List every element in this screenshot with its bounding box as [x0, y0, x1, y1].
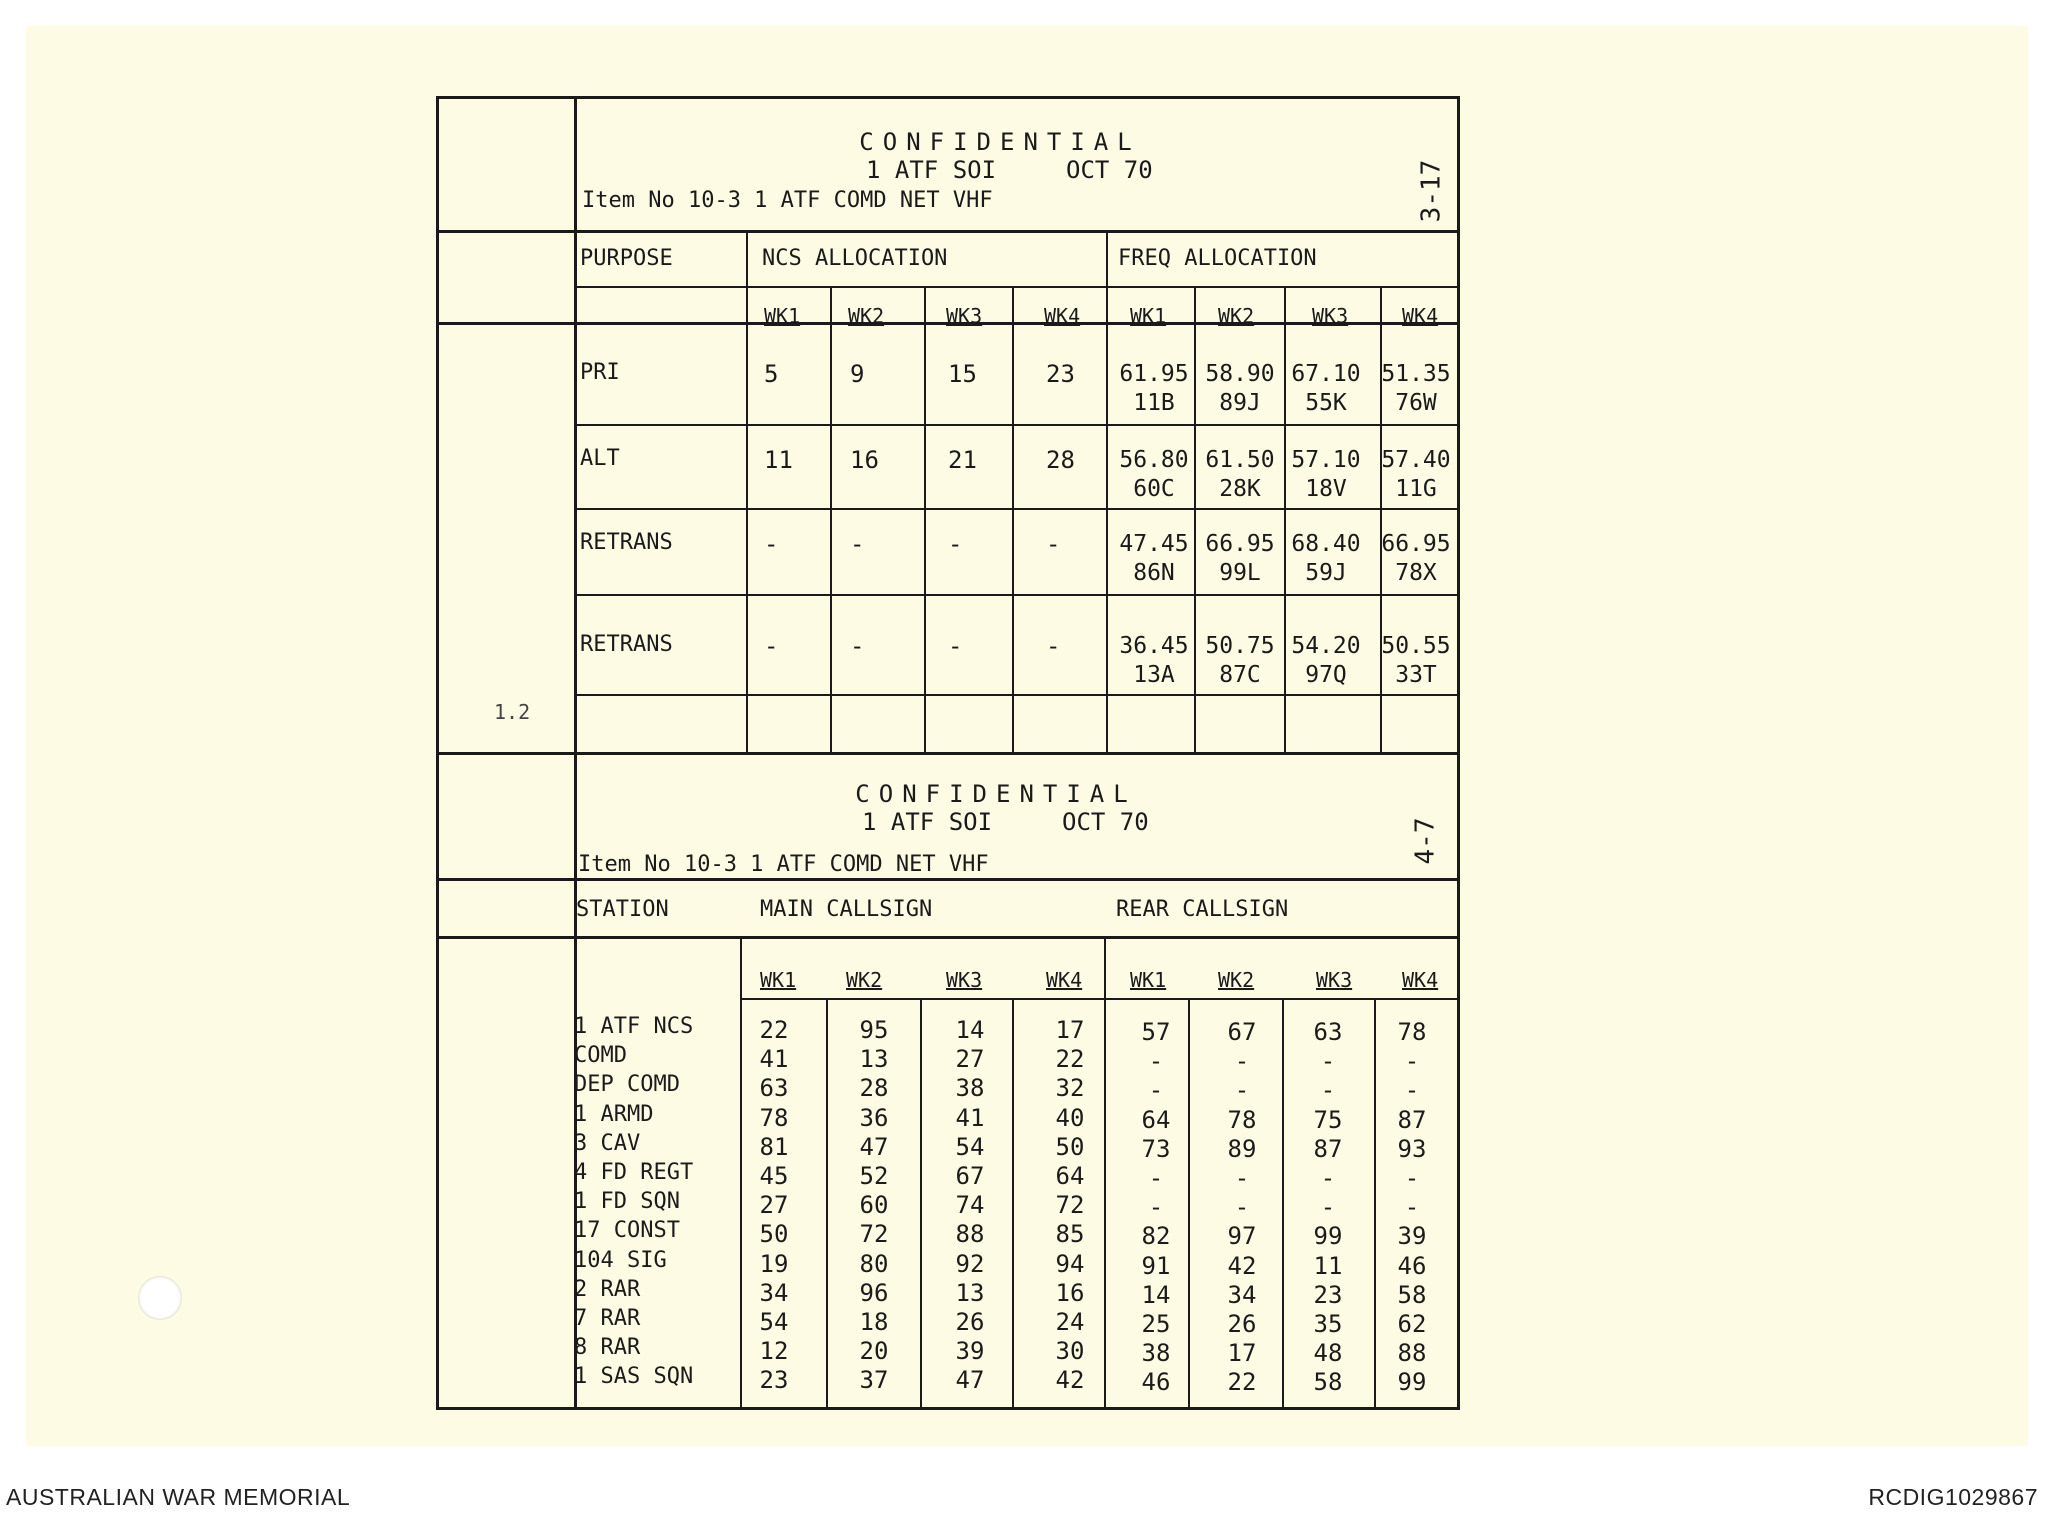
- bottom-classification: CONFIDENTIAL: [855, 780, 1137, 808]
- freq-cell: [1198, 360, 1282, 418]
- main-callsign-cell: 23: [759, 1366, 789, 1395]
- main-callsign-cell: 36: [859, 1103, 889, 1132]
- station-name: 2 RAR: [574, 1276, 641, 1302]
- main-callsign-cell: 38: [955, 1074, 985, 1103]
- rear-callsign-cell: 99: [1313, 1222, 1343, 1251]
- channel-code: 11B: [1133, 390, 1175, 416]
- main-callsign-cell: 42: [1055, 1366, 1085, 1395]
- week-header: WK3: [1316, 968, 1353, 992]
- freq-cell: [1112, 632, 1196, 690]
- frequency-value: 56.80: [1119, 447, 1189, 473]
- main-callsign-cell: 27: [955, 1045, 985, 1074]
- grid-line: [574, 286, 1460, 288]
- main-callsign-cell: 85: [1055, 1220, 1085, 1249]
- station-name: 3 CAV: [574, 1130, 641, 1156]
- margin-mark: 1.2: [494, 700, 531, 724]
- top-page-number: 3-17: [1416, 159, 1447, 223]
- channel-code: 59J: [1305, 560, 1347, 586]
- rear-callsign-cell: 99: [1397, 1368, 1427, 1397]
- main-callsign-cell: 27: [759, 1191, 789, 1220]
- rear-callsign-cell: 58: [1313, 1368, 1343, 1397]
- main-callsign-cell: 72: [859, 1220, 889, 1249]
- rear-callsign-cell: 46: [1141, 1368, 1171, 1397]
- top-soi: 1 ATF SOI: [866, 156, 997, 184]
- main-callsign-cell: 52: [859, 1162, 889, 1190]
- rear-callsign-cell: -: [1320, 1047, 1336, 1076]
- ncs-cell: -: [1046, 632, 1061, 660]
- grid-line: [1282, 998, 1284, 1410]
- channel-code: 11G: [1395, 476, 1437, 502]
- rear-callsign-cell: 11: [1313, 1251, 1343, 1280]
- rear-callsign-cell: 46: [1397, 1251, 1427, 1280]
- purpose-cell: RETRANS: [580, 632, 673, 657]
- channel-code: 99L: [1219, 560, 1261, 586]
- main-callsign-cell: 54: [955, 1132, 985, 1161]
- ncs-cell: 28: [1046, 446, 1075, 474]
- main-callsign-cell: 16: [1055, 1278, 1085, 1307]
- main-callsign-cell: 37: [859, 1366, 889, 1395]
- rear-callsign-cell: 26: [1227, 1310, 1257, 1338]
- main-callsign-cell: 39: [955, 1337, 985, 1366]
- rear-callsign-cell: 58: [1397, 1280, 1427, 1309]
- rear-callsign-cell: 42: [1227, 1251, 1257, 1280]
- rear-callsign-cell: 89: [1227, 1134, 1257, 1163]
- rear-callsign-cell: 23: [1313, 1280, 1343, 1309]
- station-name: 7 RAR: [574, 1306, 641, 1331]
- grid-line: [1106, 230, 1108, 752]
- ncs-cell: -: [850, 530, 865, 558]
- week-header: WK4: [1402, 968, 1439, 992]
- bottom-soi: 1 ATF SOI: [862, 808, 993, 836]
- main-callsign-cell: 41: [759, 1045, 789, 1074]
- punch-hole: [138, 1276, 182, 1320]
- ncs-cell: -: [948, 530, 963, 558]
- station-name: 1 SAS SQN: [574, 1364, 694, 1390]
- rear-callsign-cell: 17: [1227, 1339, 1257, 1368]
- main-callsign-cell: 47: [955, 1366, 985, 1395]
- rear-callsign-cell: -: [1320, 1076, 1336, 1105]
- rear-callsign-cell: -: [1148, 1076, 1164, 1105]
- top-item-title: Item No 10-3 1 ATF COMD NET VHF: [582, 188, 993, 213]
- week-header: WK4: [1402, 304, 1439, 328]
- freq-cell: [1198, 530, 1282, 588]
- frequency-value: 58.90: [1205, 361, 1275, 387]
- grid-line: [1188, 998, 1190, 1410]
- rear-callsign-cell: -: [1234, 1047, 1250, 1076]
- ncs-cell: 5: [764, 360, 779, 388]
- main-callsign-cell: 34: [759, 1278, 789, 1307]
- channel-code: 33T: [1395, 662, 1437, 688]
- grid-line: [826, 998, 828, 1410]
- grid-line: [1012, 286, 1014, 752]
- rear-callsign-cell: -: [1148, 1164, 1164, 1192]
- rear-callsign-cell: 87: [1397, 1105, 1427, 1134]
- ncs-cell: 16: [850, 446, 879, 474]
- main-callsign-cell: 78: [759, 1103, 789, 1132]
- rear-callsign-cell: 63: [1313, 1018, 1343, 1046]
- main-callsign-cell: 22: [759, 1016, 789, 1044]
- channel-code: 78X: [1395, 560, 1437, 586]
- main-callsign-cell: 50: [759, 1220, 789, 1249]
- rear-callsign-cell: -: [1404, 1076, 1420, 1105]
- rear-callsign-cell: 75: [1313, 1105, 1343, 1134]
- rear-callsign-cell: 93: [1397, 1134, 1427, 1163]
- grid-line: [920, 998, 922, 1410]
- rear-callsign-cell: 64: [1141, 1105, 1171, 1134]
- main-callsign-cell: 81: [759, 1132, 789, 1161]
- main-callsign-cell: 24: [1055, 1308, 1085, 1336]
- main-callsign-cell: 63: [759, 1074, 789, 1103]
- main-callsign-cell: 18: [859, 1308, 889, 1336]
- ncs-cell: 9: [850, 360, 865, 388]
- main-callsign-cell: 80: [859, 1249, 889, 1278]
- grid-line: [436, 936, 1460, 939]
- rear-callsign-header: REAR CALLSIGN: [1116, 897, 1289, 922]
- ncs-cell: -: [764, 632, 779, 660]
- rear-callsign-cell: -: [1404, 1164, 1420, 1192]
- channel-code: 18V: [1305, 476, 1347, 502]
- main-callsign-cell: 72: [1055, 1191, 1085, 1220]
- main-callsign-cell: 88: [955, 1220, 985, 1249]
- grid-line: [740, 998, 1460, 1000]
- week-header: WK1: [760, 968, 797, 992]
- rear-callsign-cell: 73: [1141, 1134, 1171, 1163]
- week-header: WK3: [946, 968, 983, 992]
- rear-callsign-cell: -: [1404, 1193, 1420, 1222]
- station-name: DEP COMD: [574, 1072, 680, 1098]
- main-callsign-cell: 12: [759, 1337, 789, 1366]
- week-header: WK4: [1046, 968, 1083, 992]
- rear-callsign-cell: 62: [1397, 1310, 1427, 1338]
- frequency-value: 67.10: [1291, 361, 1361, 387]
- frequency-value: 50.75: [1205, 633, 1275, 659]
- rear-callsign-cell: 87: [1313, 1134, 1343, 1163]
- main-callsign-cell: 64: [1055, 1162, 1085, 1190]
- rear-callsign-cell: 78: [1397, 1018, 1427, 1046]
- rear-callsign-cell: 67: [1227, 1018, 1257, 1046]
- main-callsign-cell: 95: [859, 1016, 889, 1044]
- freq-cell: [1374, 632, 1458, 690]
- channel-code: 97Q: [1305, 662, 1347, 688]
- frequency-value: 54.20: [1291, 633, 1361, 659]
- freq-cell: [1112, 360, 1196, 418]
- station-name: 1 FD SQN: [574, 1189, 680, 1215]
- purpose-cell: PRI: [580, 360, 620, 385]
- purpose-cell: RETRANS: [580, 530, 673, 555]
- footer-record-id: RCDIG1029867: [1868, 1484, 2038, 1510]
- frequency-value: 68.40: [1291, 531, 1361, 557]
- grid-line: [1012, 998, 1014, 1410]
- channel-code: 76W: [1395, 390, 1437, 416]
- main-callsign-cell: 60: [859, 1191, 889, 1220]
- rear-callsign-cell: 25: [1141, 1310, 1171, 1338]
- freq-allocation-header: FREQ ALLOCATION: [1118, 246, 1317, 271]
- grid-line: [574, 508, 1460, 510]
- main-callsign-cell: 13: [859, 1045, 889, 1074]
- rear-callsign-cell: -: [1234, 1164, 1250, 1192]
- week-header: WK2: [848, 304, 885, 328]
- rear-callsign-cell: -: [1320, 1164, 1336, 1192]
- rear-callsign-cell: 22: [1227, 1368, 1257, 1397]
- grid-line: [1104, 936, 1106, 1410]
- frequency-value: 47.45: [1119, 531, 1189, 557]
- ncs-cell: 23: [1046, 360, 1075, 388]
- frequency-value: 57.10: [1291, 447, 1361, 473]
- week-header: WK1: [764, 304, 801, 328]
- week-header: WK3: [1312, 304, 1349, 328]
- main-callsign-cell: 96: [859, 1278, 889, 1307]
- rear-callsign-cell: 57: [1141, 1018, 1171, 1046]
- main-callsign-cell: 45: [759, 1162, 789, 1190]
- frequency-value: 66.95: [1205, 531, 1275, 557]
- channel-code: 13A: [1133, 662, 1175, 688]
- freq-cell: [1374, 446, 1458, 504]
- main-callsign-cell: 32: [1055, 1074, 1085, 1103]
- ncs-allocation-header: NCS ALLOCATION: [762, 246, 948, 271]
- week-header: WK4: [1044, 304, 1081, 328]
- station-name: 1 ARMD: [574, 1101, 654, 1127]
- week-header: WK2: [1218, 968, 1255, 992]
- rear-callsign-cell: 34: [1227, 1280, 1257, 1309]
- rear-callsign-cell: 78: [1227, 1105, 1257, 1134]
- ncs-cell: 15: [948, 360, 977, 388]
- main-callsign-cell: 22: [1055, 1045, 1085, 1074]
- main-callsign-cell: 26: [955, 1308, 985, 1336]
- main-callsign-cell: 94: [1055, 1249, 1085, 1278]
- rear-callsign-cell: 91: [1141, 1251, 1171, 1280]
- station-header: STATION: [576, 897, 669, 922]
- main-callsign-cell: 92: [955, 1249, 985, 1278]
- rear-callsign-cell: 88: [1397, 1339, 1427, 1368]
- rear-callsign-cell: 39: [1397, 1222, 1427, 1251]
- bottom-date: OCT 70: [1062, 808, 1149, 836]
- main-callsign-cell: 67: [955, 1162, 985, 1190]
- station-name: COMD: [574, 1043, 627, 1069]
- freq-cell: [1198, 632, 1282, 690]
- rear-callsign-cell: -: [1320, 1193, 1336, 1222]
- grid-line: [1374, 998, 1376, 1410]
- week-header: WK2: [846, 968, 883, 992]
- grid-line: [924, 286, 926, 752]
- main-callsign-header: MAIN CALLSIGN: [760, 897, 933, 922]
- ncs-cell: -: [764, 530, 779, 558]
- station-name: 8 RAR: [574, 1335, 641, 1361]
- main-callsign-cell: 13: [955, 1278, 985, 1307]
- main-callsign-cell: 14: [955, 1016, 985, 1044]
- top-date: OCT 70: [1066, 156, 1153, 184]
- rear-callsign-cell: -: [1234, 1193, 1250, 1222]
- freq-cell: [1374, 360, 1458, 418]
- main-callsign-cell: 41: [955, 1103, 985, 1132]
- freq-cell: [1374, 530, 1458, 588]
- frequency-value: 61.95: [1119, 361, 1189, 387]
- rear-callsign-cell: 38: [1141, 1339, 1171, 1368]
- grid-line: [574, 694, 1460, 696]
- week-header: WK1: [1130, 968, 1167, 992]
- main-callsign-cell: 74: [955, 1191, 985, 1220]
- main-callsign-cell: 28: [859, 1074, 889, 1103]
- main-callsign-cell: 17: [1055, 1016, 1085, 1044]
- top-classification: CONFIDENTIAL: [859, 128, 1141, 156]
- frequency-value: 61.50: [1205, 447, 1275, 473]
- freq-cell: [1112, 446, 1196, 504]
- channel-code: 55K: [1305, 390, 1347, 416]
- ncs-cell: 11: [764, 446, 793, 474]
- ncs-cell: 21: [948, 446, 977, 474]
- rear-callsign-cell: 35: [1313, 1310, 1343, 1338]
- freq-cell: [1198, 446, 1282, 504]
- freq-cell: [1284, 360, 1368, 418]
- grid-line: [740, 936, 742, 1410]
- main-callsign-cell: 30: [1055, 1337, 1085, 1366]
- rear-callsign-cell: -: [1148, 1047, 1164, 1076]
- grid-line: [436, 878, 1460, 881]
- rear-callsign-cell: -: [1404, 1047, 1420, 1076]
- freq-cell: [1284, 446, 1368, 504]
- station-name: 17 CONST: [574, 1218, 680, 1244]
- week-header: WK1: [1130, 304, 1167, 328]
- main-callsign-cell: 40: [1055, 1103, 1085, 1132]
- station-name: 104 SIG: [574, 1247, 667, 1273]
- grid-line: [574, 424, 1460, 426]
- footer-archive-name: AUSTRALIAN WAR MEMORIAL: [6, 1484, 351, 1510]
- rear-callsign-cell: 82: [1141, 1222, 1171, 1251]
- week-header: WK2: [1218, 304, 1255, 328]
- grid-line: [830, 286, 832, 752]
- rear-callsign-cell: -: [1148, 1193, 1164, 1222]
- channel-code: 28K: [1219, 476, 1261, 502]
- main-callsign-cell: 50: [1055, 1132, 1085, 1161]
- rear-callsign-cell: -: [1234, 1076, 1250, 1105]
- freq-cell: [1112, 530, 1196, 588]
- station-name: 1 ATF NCS: [574, 1014, 694, 1039]
- frequency-value: 57.40: [1381, 447, 1451, 473]
- purpose-header: PURPOSE: [580, 246, 673, 271]
- bottom-page-number: 4-7: [1410, 817, 1441, 865]
- grid-line: [436, 230, 1460, 233]
- grid-line: [436, 752, 1460, 755]
- grid-line: [574, 594, 1460, 596]
- freq-cell: [1284, 632, 1368, 690]
- week-header: WK3: [946, 304, 983, 328]
- ncs-cell: -: [948, 632, 963, 660]
- channel-code: 89J: [1219, 390, 1261, 416]
- channel-code: 86N: [1133, 560, 1175, 586]
- channel-code: 87C: [1219, 662, 1261, 688]
- rear-callsign-cell: 48: [1313, 1339, 1343, 1368]
- ncs-cell: -: [1046, 530, 1061, 558]
- channel-code: 60C: [1133, 476, 1175, 502]
- rear-callsign-cell: 14: [1141, 1280, 1171, 1309]
- frequency-value: 36.45: [1119, 633, 1189, 659]
- main-callsign-cell: 20: [859, 1337, 889, 1366]
- rear-callsign-cell: 97: [1227, 1222, 1257, 1251]
- main-callsign-cell: 19: [759, 1249, 789, 1278]
- purpose-cell: ALT: [580, 446, 620, 471]
- bottom-item-title: Item No 10-3 1 ATF COMD NET VHF: [578, 852, 989, 877]
- main-callsign-cell: 47: [859, 1132, 889, 1161]
- frequency-value: 66.95: [1381, 531, 1451, 557]
- main-callsign-cell: 54: [759, 1308, 789, 1336]
- station-name: 4 FD REGT: [574, 1160, 694, 1185]
- frequency-value: 50.55: [1381, 633, 1451, 659]
- grid-line: [746, 230, 748, 752]
- ncs-cell: -: [850, 632, 865, 660]
- frequency-value: 51.35: [1381, 361, 1451, 387]
- freq-cell: [1284, 530, 1368, 588]
